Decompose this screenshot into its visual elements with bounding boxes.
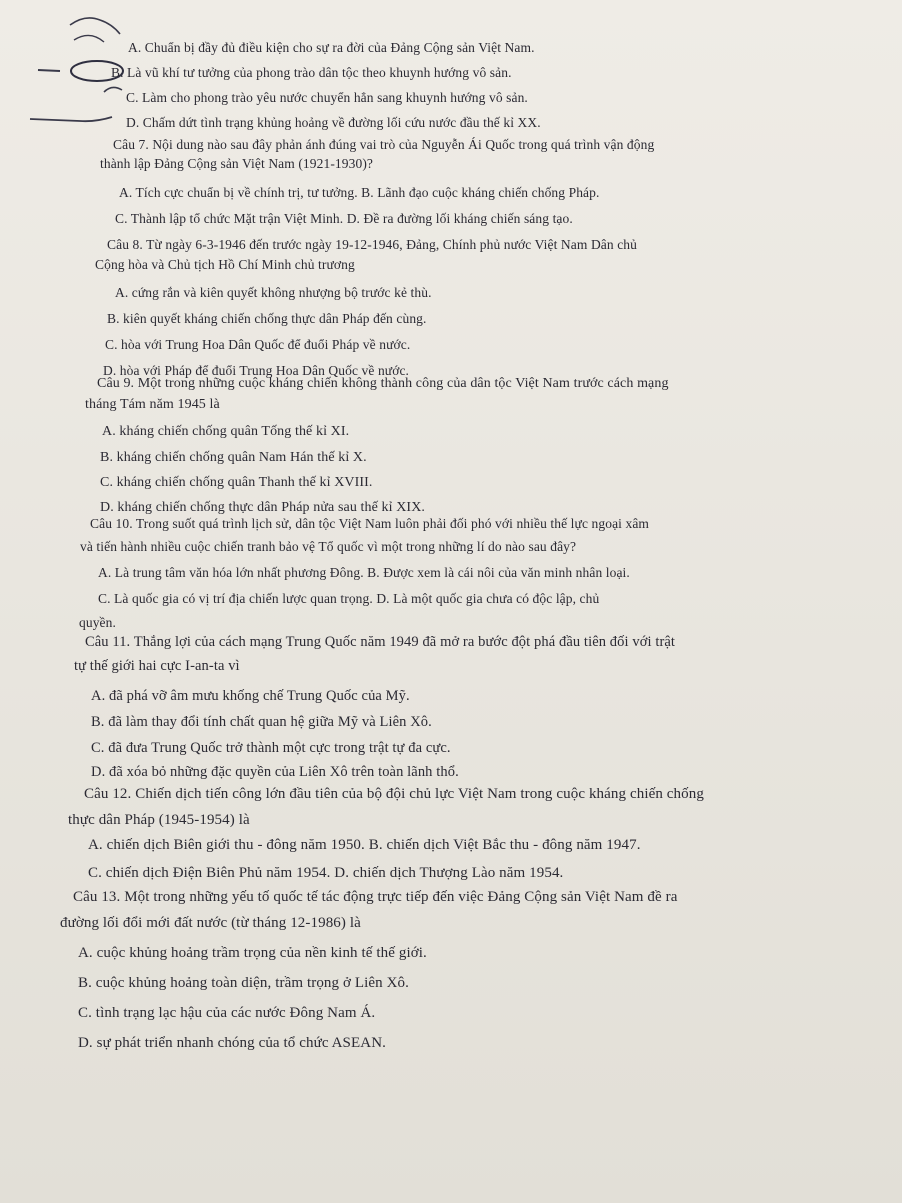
question-13-option-c: C. tình trạng lạc hậu của các nước Đông Nam Á.	[78, 1005, 376, 1021]
question-11-option-d: D. đã xóa bỏ những đặc quyền của Liên Xô trên toàn lãnh thổ.	[91, 764, 459, 780]
question-8-option-c: C. hòa với Trung Hoa Dân Quốc để đuổi Pháp về nước.	[105, 337, 411, 352]
question-10-options-ab: A. Là trung tâm văn hóa lớn nhất phương Đông. B. Được xem là cái nôi của văn minh nhân loại.	[98, 565, 630, 580]
question-11-stem-cont: tự thế giới hai cực I-an-ta vì	[74, 658, 240, 674]
question-9-option-d: D. kháng chiến chống thực dân Pháp nửa sau thế kỉ XIX.	[100, 500, 426, 515]
prev-question-option-b: B. Là vũ khí tư tưởng của phong trào dân tộc theo khuynh hướng vô sản.	[111, 65, 512, 80]
question-8-stem-cont: Cộng hòa và Chủ tịch Hồ Chí Minh chủ trương	[95, 257, 355, 272]
question-13-stem: Câu 13. Một trong những yếu tố quốc tế tác động trực tiếp đến việc Đảng Cộng sản Việt Nam đề ra	[73, 889, 678, 905]
question-8-option-b: B. kiên quyết kháng chiến chống thực dân Pháp đến cùng.	[107, 311, 427, 326]
question-8-option-d: D. hòa với Pháp để đuổi Trung Hoa Dân Quốc về nước.	[103, 363, 410, 378]
question-10-stem-cont: và tiến hành nhiều cuộc chiến tranh bảo vệ Tổ quốc vì một trong những lí do nào sau đây?	[80, 539, 577, 554]
question-10-option-d-cont: quyền.	[79, 615, 116, 630]
question-7-options-ab: A. Tích cực chuẩn bị về chính trị, tư tưởng. B. Lãnh đạo cuộc kháng chiến chống Pháp.	[119, 185, 600, 200]
question-10-options-cd: C. Là quốc gia có vị trí địa chiến lược quan trọng. D. Là một quốc gia chưa có độc lập, chủ	[98, 591, 600, 606]
question-13-stem-cont: đường lối đổi mới đất nước (từ tháng 12-1986) là	[60, 915, 361, 931]
question-12-stem-cont: thực dân Pháp (1945-1954) là	[68, 812, 250, 828]
question-12-options-ab: A. chiến dịch Biên giới thu - đông năm 1950. B. chiến dịch Việt Bắc thu - đông năm 1947.	[88, 837, 641, 853]
question-8-option-a: A. cứng rắn và kiên quyết không nhượng bộ trước kẻ thù.	[115, 285, 432, 300]
question-9-option-b: B. kháng chiến chống quân Nam Hán thế kỉ X.	[100, 450, 367, 465]
question-13-option-b: B. cuộc khủng hoảng toàn diện, trầm trọng ở Liên Xô.	[78, 975, 409, 991]
prev-question-option-c: C. Làm cho phong trào yêu nước chuyển hẳn sang khuynh hướng vô sản.	[126, 90, 528, 105]
question-11-option-a: A. đã phá vỡ âm mưu khống chế Trung Quốc của Mỹ.	[91, 688, 410, 704]
prev-question-option-d: D. Chấm dứt tình trạng khủng hoảng về đường lối cứu nước đầu thế kỉ XX.	[126, 115, 541, 130]
question-13-option-d: D. sự phát triển nhanh chóng của tổ chức ASEAN.	[78, 1035, 386, 1051]
question-12-options-cd: C. chiến dịch Điện Biên Phủ năm 1954. D. chiến dịch Thượng Lào năm 1954.	[88, 865, 564, 881]
question-11-option-b: B. đã làm thay đổi tính chất quan hệ giữa Mỹ và Liên Xô.	[91, 714, 432, 730]
question-9-option-c: C. kháng chiến chống quân Thanh thế kỉ XVIII.	[100, 475, 373, 490]
question-9-stem-cont: tháng Tám năm 1945 là	[85, 397, 220, 412]
question-9-option-a: A. kháng chiến chống quân Tống thế kỉ XI.	[102, 424, 350, 439]
question-7-stem-cont: thành lập Đảng Cộng sản Việt Nam (1921-1930)?	[100, 156, 374, 171]
prev-question-option-a: A. Chuẩn bị đầy đủ điều kiện cho sự ra đời của Đảng Cộng sản Việt Nam.	[128, 40, 535, 55]
question-7-options-cd: C. Thành lập tổ chức Mặt trận Việt Minh. D. Đề ra đường lối kháng chiến sáng tạo.	[115, 211, 573, 226]
question-9-stem: Câu 9. Một trong những cuộc kháng chiến không thành công của dân tộc Việt Nam trước cách mạng	[97, 376, 669, 391]
question-8-stem: Câu 8. Từ ngày 6-3-1946 đến trước ngày 19-12-1946, Đảng, Chính phủ nước Việt Nam Dân chủ	[107, 237, 637, 252]
question-7-stem: Câu 7. Nội dung nào sau đây phản ánh đúng vai trò của Nguyễn Ái Quốc trong quá trình vận động	[113, 137, 655, 152]
question-13-option-a: A. cuộc khủng hoảng trầm trọng của nền kinh tế thế giới.	[78, 945, 427, 961]
question-10-stem: Câu 10. Trong suốt quá trình lịch sử, dân tộc Việt Nam luôn phải đối phó với nhiều thế lực ngoại xâm	[90, 516, 650, 531]
question-11-stem: Câu 11. Thắng lợi của cách mạng Trung Quốc năm 1949 đã mở ra bước đột phá đầu tiên đối với trật	[85, 634, 676, 650]
question-12-stem: Câu 12. Chiến dịch tiến công lớn đầu tiên của bộ đội chủ lực Việt Nam trong cuộc kháng chiến chống	[84, 786, 704, 802]
question-11-option-c: C. đã đưa Trung Quốc trở thành một cực trong trật tự đa cực.	[91, 740, 451, 756]
